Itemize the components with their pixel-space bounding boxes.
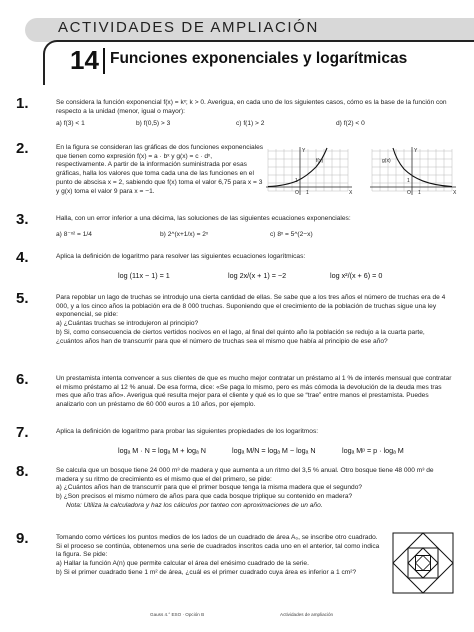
x-one-label: 1: [418, 190, 421, 196]
sub-question-b: b) Si, como consecuencia de ciertos vertidos nocivos en el lago, al final del quinto año la población se redujo a la cuarta parte, ¿cuántos años han de transcurrir para que el número de truchas sea el mismo que había al principio de ese año?: [56, 328, 425, 345]
log-property-quotient: logₐ M/N = logₐ M − logₐ N: [232, 446, 316, 455]
exercise-3: [16, 211, 452, 239]
exercise-1: [16, 95, 452, 129]
log-property-product: logₐ M · N = logₐ M + logₐ N: [118, 446, 206, 455]
x-axis-label: X: [349, 190, 353, 196]
exercise-9: [16, 530, 382, 578]
item: c) f(1) > 2: [236, 120, 265, 128]
log-equation-2: log 2x/(x + 1) = −2: [228, 271, 287, 280]
exercise-number: 7.: [16, 424, 29, 441]
exercise-text: Se considera la función exponencial f(x) = kˣ; k > 0. Averigua, en cada uno de los siguientes casos, cómo es la base de la función con respecto a la unidad (menor, igual o mayor):: [56, 99, 447, 115]
log-property-power: logₐ Mᵖ = p · logₐ M: [342, 446, 404, 455]
y-axis-label: Y: [302, 148, 306, 154]
exercise-7: [16, 424, 452, 441]
exercise-number: 3.: [16, 211, 29, 228]
item: a) f(3) < 1: [56, 120, 85, 128]
footer-left: Gauss 4.° ESO · Opción B: [150, 612, 205, 617]
exercise-number: 8.: [16, 463, 29, 480]
footer-right: Actividades de ampliación: [280, 612, 334, 617]
log-equation-1: log (11x − 1) = 1: [118, 271, 170, 280]
item: d) f(2) < 0: [336, 120, 365, 128]
y-one-label: 1: [295, 178, 298, 184]
exercise-items: [22, 231, 452, 240]
graph-f: [266, 147, 353, 196]
origin-label: O: [295, 190, 299, 196]
exercise-number: 6.: [16, 371, 29, 388]
note: Nota: Utiliza la calculadora y haz los cálculos por tanteo con aproximaciones de un año.: [66, 501, 323, 509]
y-one-label: 1: [407, 178, 410, 184]
sub-question-a: a) ¿Cuántos años han de transcurrir para que el primer bosque tenga la misma madera que el segundo?: [56, 484, 363, 492]
sub-question-b: b) Si el primer cuadrado tiene 1 m² de área, ¿cuál es el primer cuadrado cuya área es inferior a 1 cm²?: [56, 568, 357, 576]
exercise-5: [16, 290, 452, 346]
exercise-text: En la figura se consideran las gráficas de dos funciones exponenciales que tienen como expresión f(x) = a · bˣ y g(x) = c · dˣ, respectivamente. A partir de la información suministrada por esas gráficas, halla los valores que toma cada una de las funciones en el punto de abscisa x = 2, sabiendo que f(x) toma el valor 6,75 para x = 3 y g(x) toma el valor 9 para x = −1.: [56, 144, 264, 195]
item: b) f(0,5) > 3: [136, 120, 171, 128]
sub-question-a: a) Hallar la función A(n) que permite calcular el área del enésimo cuadrado de la serie.: [56, 560, 309, 568]
y-axis-label: Y: [414, 148, 418, 154]
exercise-items: [22, 120, 452, 129]
exercise-number: 2.: [16, 140, 29, 157]
exercise-text: Se calcula que un bosque tiene 24 000 m³ de madera y que aumenta a un ritmo del 3,5 % anual. Otro bosque tiene 48 000 m³ de madera y su ritmo de crecimiento es el mismo que el del primero, se pide:: [56, 467, 434, 483]
exercise-text: Halla, con un error inferior a una décima, las soluciones de las siguientes ecuaciones exponenciales:: [56, 215, 351, 222]
exercise-text: Para repoblar un lago de truchas se introdujo una cierta cantidad de ellas. Se sabe que a los tres años el número de truchas era de 4 000, y a los cinco años la población era de 8 000 truchas. Suponiendo que el crecimiento de la población de truchas sigue una ley exponencial, se pide:: [56, 294, 446, 319]
exercise-8: [16, 463, 452, 511]
section-title: ACTIVIDADES DE AMPLIACIÓN: [58, 19, 319, 36]
origin-label: O: [407, 190, 411, 196]
exercise-text: Aplica la definición de logaritmo para resolver las siguientes ecuaciones logarítmicas:: [56, 253, 306, 260]
exercise-number: 5.: [16, 290, 29, 307]
sub-question-a: a) ¿Cuántas truchas se introdujeron al principio?: [56, 320, 199, 328]
curve-label: g(x): [382, 158, 391, 164]
exercise-number: 1.: [16, 95, 29, 112]
unit-divider: [103, 48, 105, 74]
item: b) 2^(x+1/x) = 2ˣ: [160, 230, 209, 238]
exercise-text: Tomando como vértices los puntos medios de los lados de un cuadrado de área A₀, se inscribe otro cuadrado. Si el proceso se continúa, obtenemos una serie de cuadrados inscritos cada uno en el anterior, tal como indica la figura. Se pide:: [56, 534, 380, 559]
curve-label: f(x): [316, 158, 324, 164]
exercise-6: [16, 371, 452, 410]
graph-g: [370, 147, 457, 196]
x-one-label: 1: [306, 190, 309, 196]
exponential-graphs: [264, 145, 462, 197]
exercise-number: 9.: [16, 530, 29, 547]
sub-question-b: b) ¿Son precisos el mismo número de años para que cada bosque triplique su contenido en madera?: [56, 493, 353, 501]
item: a) 8⁻ˣ² = 1/4: [56, 230, 92, 238]
nested-squares-figure: [390, 530, 456, 596]
log-equation-3: log x²/(x + 6) = 0: [330, 271, 383, 280]
exercise-text: Aplica la definición de logaritmo para probar las siguientes propiedades de los logaritmos:: [56, 428, 319, 435]
x-axis-label: X: [453, 190, 457, 196]
unit-number: 14: [70, 45, 99, 75]
unit-title: Funciones exponenciales y logarítmicas: [110, 50, 408, 67]
exercise-4: [16, 249, 452, 266]
item: c) 8ˣ = 5^(2−x): [270, 230, 313, 238]
exercise-text: Un prestamista intenta convencer a sus clientes de que es mucho mejor contratar un préstamo al 1 % de interés mensual que contratar el mismo préstamo al 12 % anual. De esa forma, dice: «Se paga lo mismo, pero es más cómoda la devolución de la deuda mes tras mes que año tras año». Averigua qué resulta mejor para el cliente y qué es lo que se “trae” entre manos el prestamista. Puedes analizarlo con un préstamo de 60 000 euros a 10 años, por ejemplo.: [56, 375, 452, 409]
exercise-2: [16, 140, 264, 196]
exercise-number: 4.: [16, 249, 29, 266]
